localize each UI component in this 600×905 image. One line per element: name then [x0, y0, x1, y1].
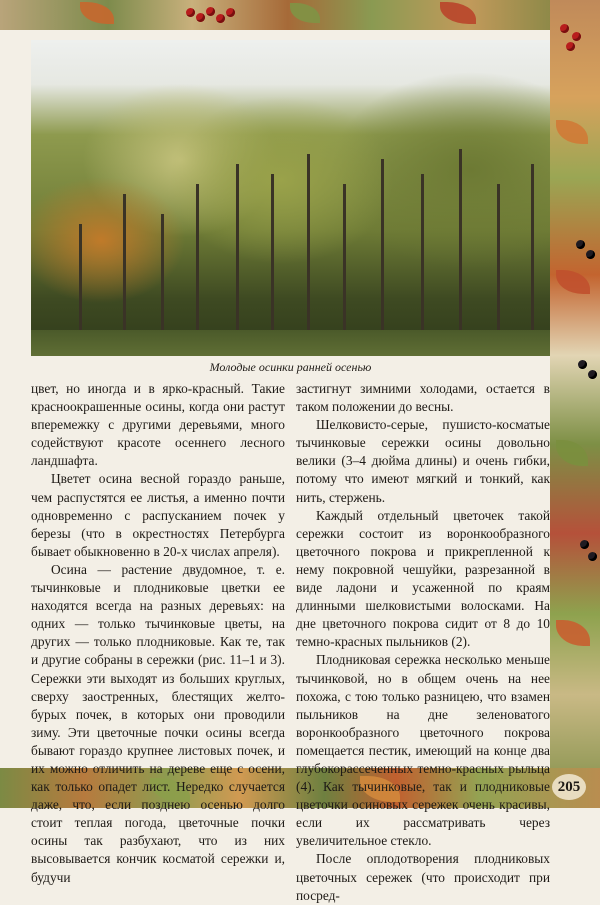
paragraph: цвет, но иногда и в ярко-красный. Такие красноокрашенные осины, когда они растут вперемежку с другими деревьями, много содействуют красоте осеннего лесного ландшафта. [31, 381, 285, 469]
paragraph: Каждый отдельный цветочек такой сережки состоит из воронкообразного цветочного покрова и прикрепленной к нему покровной чешуйки, разрезанной в виде ладони и усаженной по краям длинными шелковистыми волосками. На дне цветочного покрова сидит от 8 до 10 темно-красных пыльников (2). [296, 507, 550, 650]
paragraph: Плодниковая сережка несколько меньше тычинковой, но в общем очень на нее похожа, с тою только разницею, что взамен пыльников на дне зеленоватого воронкообразного цветочного покрова помещается пестик, имеющий на конце два глубокорассеченных темно-красных рыльца (4). Как тычинковые, так и плодниковые цветочки осиновых сережек очень красивы, если их рассматривать через увеличительное стекло. [296, 652, 550, 849]
rowan-berry-icon [572, 32, 581, 41]
berry-dark-icon [586, 250, 595, 259]
paragraph: Шелковисто-серые, пушисто-косматые тычинковые сережки осины довольно велики (3–4 дюйма длины) и очень гибки, потому что имеют мягкий и тонкий, как нить, стержень. [296, 417, 550, 505]
rowan-berry-icon [186, 8, 195, 17]
rowan-berry-icon [226, 8, 235, 17]
rowan-berry-icon [566, 42, 575, 51]
rowan-berry-icon [206, 7, 215, 16]
paragraph: застигнут зимними холодами, остается в таком положении до весны. [296, 381, 550, 415]
text-column-left [31, 380, 285, 887]
berry-dark-icon [588, 552, 597, 561]
berry-dark-icon [580, 540, 589, 549]
paragraph: После оплодотворения плодниковых цветочных сережек (что происходит при посред- [296, 851, 550, 903]
photo-caption: Молодые осинки ранней осенью [209, 360, 372, 374]
aspen-grove-photo [31, 40, 550, 356]
paragraph: Осина — растение двудомное, т. е. тычинковые и плодниковые цветки ее находятся всегда на разных деревьях: на одних — только тычинковые цветы, на других — только плодниковые. Как те, так и другие собраны в сережки (рис. 11–1 и 3). Сережки эти выходят из больших круглых, сверху заостренных, блестящих желто-бурых почек, в которых они проводили зиму. Эти цветочные почки осины всегда бывают гораздо крупнее листовых почек, и их можно отличить на дереве еще с осени, как только опадет лист. Нередко случается даже, что, если позднею осенью долго стоит теплая погода, цветочные почки осины так разбухают, что из них высовывается кончик косматой сережки и, будучи [31, 561, 285, 885]
page-number: 205 [552, 774, 586, 800]
berry-dark-icon [576, 240, 585, 249]
text-column-right [296, 380, 550, 905]
paragraph: Цветет осина весной гораздо раньше, чем распустятся ее листья, а именно почти одновременно с распусканием почек у березы (что в окрестностях Петербурга бывает обыкновенно в 20-х числах апреля). [31, 471, 285, 559]
berry-dark-icon [578, 360, 587, 369]
rowan-berry-icon [560, 24, 569, 33]
rowan-berry-icon [216, 14, 225, 23]
rowan-berry-icon [196, 13, 205, 22]
berry-dark-icon [588, 370, 597, 379]
